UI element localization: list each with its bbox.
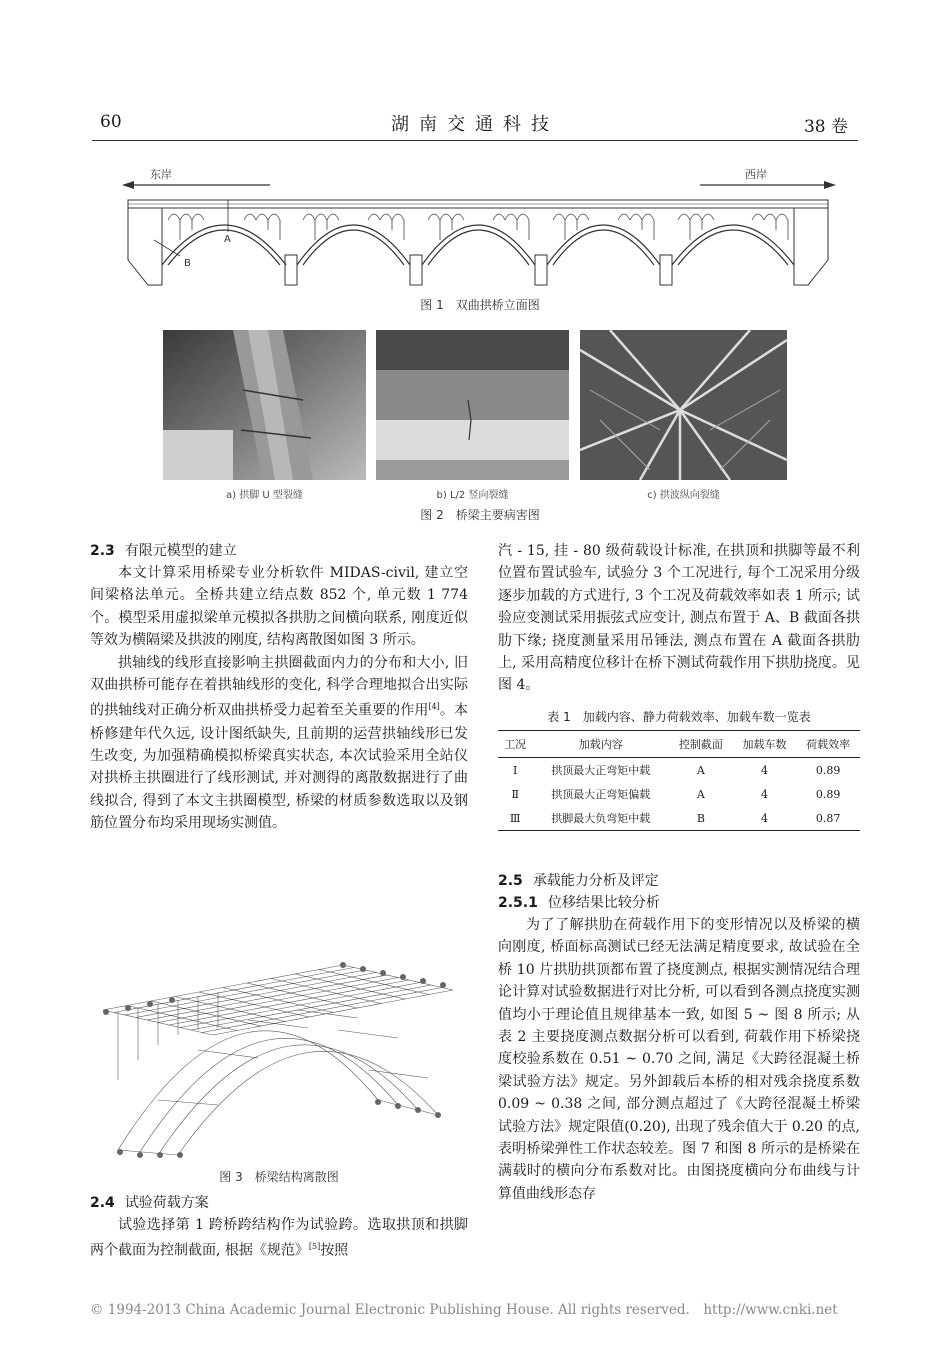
table-header-row	[498, 731, 860, 758]
col-content: 加载内容	[532, 731, 669, 758]
right-column-top	[498, 540, 860, 697]
section-number: 2.3	[90, 543, 115, 559]
reference-5: [5]	[308, 1242, 321, 1252]
paragraph-load-plan: 试验选择第 1 跨桥跨结构作为试验跨。选取拱顶和拱脚两个截面为控制截面, 根据《规范》[5]按照	[90, 1217, 468, 1260]
figure-2a-caption: a) 拱脚 U 型裂缝	[226, 490, 303, 501]
figure-3-fe-mesh	[98, 950, 460, 1160]
photo-b-image	[376, 330, 569, 480]
col-efficiency: 荷载效率	[796, 731, 860, 758]
left-column-bottom	[90, 1192, 468, 1262]
paragraph-modeling: 本文计算采用桥梁专业分析软件 MIDAS-civil, 建立空间梁格法单元。全桥共建立结点数 852 个, 单元数 1 774 个。模型采用虚拟梁单元模拟各拱肋之间横向联系, 刚度近似等效为横隔梁及拱波的刚度, 结构离散图如图 3 所示。	[90, 565, 468, 649]
section-2-5-heading	[498, 870, 860, 892]
photo-arch-foot-crack	[163, 330, 366, 480]
figure-2c-caption: c) 拱波纵向裂缝	[647, 490, 720, 501]
photo-c-image	[580, 330, 787, 480]
header-rule	[92, 140, 858, 141]
figure-3-caption: 图 3 桥梁结构离散图	[219, 1170, 339, 1184]
journal-title: 湖南交通科技	[391, 114, 559, 135]
bridge-elevation-drawing	[120, 160, 840, 290]
reference-4: [4]	[428, 702, 440, 712]
table-row: Ⅱ 拱顶最大正弯矩偏载 A 4 0.89	[511, 787, 841, 801]
point-a-label: A	[224, 234, 231, 245]
section-title: 位移结果比较分析	[547, 895, 660, 911]
east-bank-label: 东岸	[150, 168, 172, 181]
table-1	[498, 730, 860, 831]
section-title: 有限元模型的建立	[124, 543, 237, 559]
table-row: Ⅰ 拱顶最大正弯矩中载 A 4 0.89	[513, 763, 841, 777]
section-number: 2.4	[90, 1195, 115, 1211]
table-row: Ⅲ 拱脚最大负弯矩中载 B 4 0.87	[498, 806, 860, 831]
figure-1-bridge-elevation	[120, 160, 840, 290]
load-table	[498, 730, 860, 831]
west-bank-label: 西岸	[745, 168, 767, 181]
figure-2-caption: 图 2 桥梁主要病害图	[420, 508, 540, 522]
section-2-4-heading	[90, 1192, 468, 1214]
page-header	[92, 108, 858, 140]
photo-midspan-crack	[376, 330, 569, 480]
paragraph-displacement: 为了了解拱肋在荷载作用下的变形情况以及桥梁的横向刚度, 桥面标高测试已经无法满足精度要求, 故试验在全桥 10 片拱肋拱顶都布置了挠度测点, 根据实测情况结合理论计算对试验数据进行对比分析, 可以看到各测点挠度实测值均小于理论值且规律基本一致, 如图 5 ~ 图 8 所示; 从表 2 主要挠度测点数据分析可以看到, 荷载作用下桥梁挠度校验系数在 0.51 ~ 0.70 之间, 满足《大跨径混凝土桥梁试验方法》规定。另外卸载后本桥的相对残余挠度系数 0.09 ~ 0.38 之间, 部分测点超过了《大跨径混凝土桥梁试验方法》规定限值(0.20), 出现了残余值大于 0.20 的点, 表明桥梁弹性工作状态较差。图 7 和图 8 所示的是桥梁在满载时的横向分布系数对比。由图挠度横向分布曲线与计算值曲线形态存	[498, 917, 860, 1202]
left-column-top	[90, 540, 468, 835]
section-title: 承载能力分析及评定	[532, 873, 659, 889]
point-b-label: B	[184, 258, 191, 269]
volume-label: 38 卷	[803, 117, 848, 137]
section-number: 2.5.1	[498, 895, 538, 911]
right-column-bottom	[498, 870, 860, 1205]
section-number: 2.5	[498, 873, 523, 889]
paragraph-load-standard: 汽 - 15, 挂 - 80 级荷载设计标准, 在拱顶和拱脚等最不利位置布置试验车, 试验分 3 个工况进行, 每个工况采用分级逐步加载的方式进行, 3 个工况及荷载效率如表 1 所示; 试验应变测试采用振弦式应变计, 测点布置于 A、B 截面各拱肋下缘; 挠度测量采用吊锤法, 测点布置在 A 截面各拱肋上, 采用高精度位移计在桥下测试荷载作用下拱肋挠度。见图 4。	[498, 543, 860, 694]
section-title: 试验荷载方案	[124, 1195, 209, 1211]
col-trucks: 加载车数	[733, 731, 797, 758]
table-1-title: 表 1 加载内容、静力荷载效率、加载车数一览表	[547, 710, 811, 724]
photo-a-image	[163, 330, 366, 480]
page-number: 60	[100, 112, 122, 132]
paragraph-arch-axis: 拱轴线的线形直接影响主拱圈截面内力的分布和大小, 旧双曲拱桥可能存在着拱轴线形的变化, 科学合理地拟合出实际的拱轴线对正确分析双曲拱桥受力起着至关重要的作用[4]。本桥修建年代久远, 设计图纸缺失, 且前期的运营拱轴线形已发生改变, 为加强精确模拟桥梁真实状态, 本次试验采用全站仪对拱桥主拱圈进行了线形测试, 并对测得的离散数据进行了曲线拟合, 得到了本文主拱圈模型, 桥梁的材质参数选取以及钢筋位置分布均采用现场实测值。	[90, 654, 469, 832]
col-case: 工况	[498, 731, 532, 758]
section-2-5-1-heading	[498, 892, 860, 914]
figure-1-caption: 图 1 双曲拱桥立面图	[420, 298, 540, 312]
copyright-footer: © 1994-2013 China Academic Journal Electronic Publishing House. All rights reserved. http://www.cnki.net	[90, 1302, 838, 1318]
figure-2b-caption: b) L/2 竖向裂缝	[436, 490, 509, 501]
col-section: 控制截面	[669, 731, 733, 758]
section-2-3-heading	[90, 540, 468, 562]
photo-arch-wave-crack	[580, 330, 787, 480]
fe-mesh-drawing	[98, 950, 460, 1160]
